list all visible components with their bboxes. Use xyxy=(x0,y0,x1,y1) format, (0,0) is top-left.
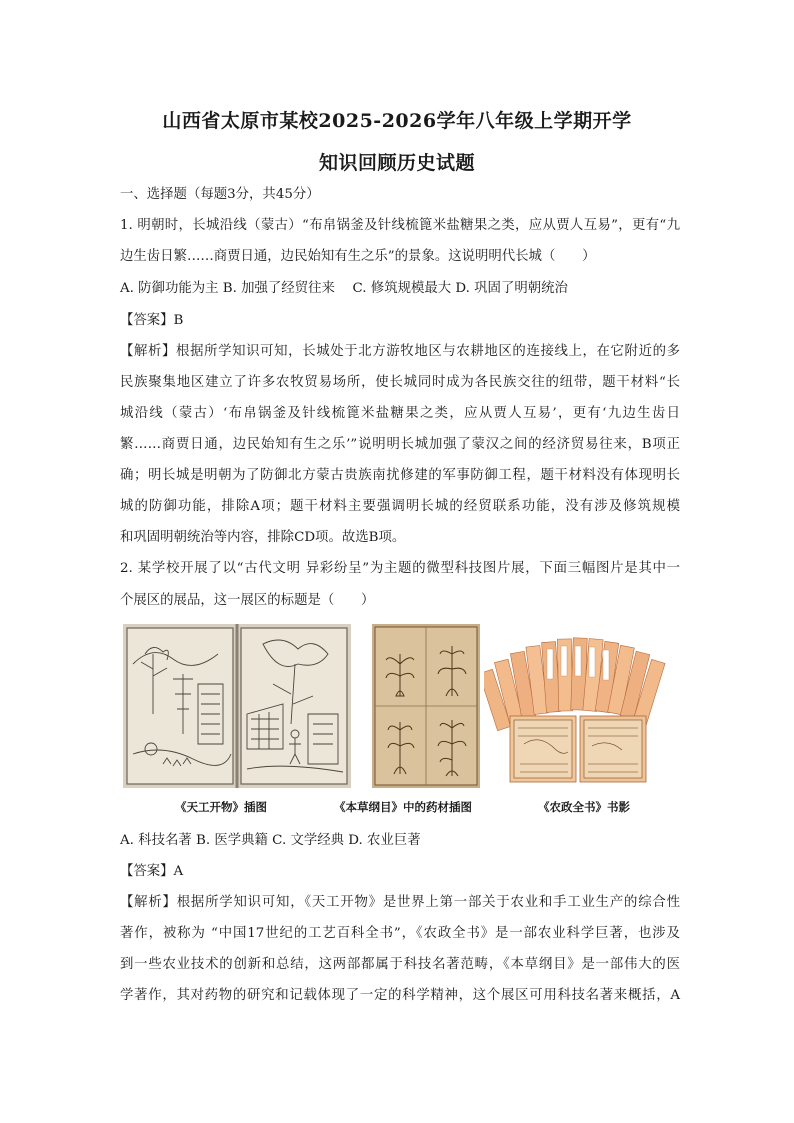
q1-stem-line: 1. 明朝时，长城沿线（蒙古）“布帛锅釜及针线梳篦米盐糖果之类，应从贾人互易”，更有“九 xyxy=(120,218,680,233)
q2-stem-line: 个展区的展品，这一展区的标题是（ ） xyxy=(120,593,375,608)
figure-caption-tiangong: 《天工开物》插图 xyxy=(175,800,267,814)
q2-answer: 【答案】A xyxy=(120,864,184,879)
q1-analysis-line: 城的防御功能，排除A项；题干材料主要强调明长城的经贸联系功能，没有涉及修筑规模 xyxy=(120,499,680,514)
q1-stem-line: 边生齿日繁……商贾日通，边民始知有生之乐”的景象。这说明明代长城（ ） xyxy=(120,249,596,264)
q1-analysis-line: 和巩固明朝统治等内容，排除CD项。故选B项。 xyxy=(120,530,406,545)
q2-analysis-line: 著作，被称为 “中国17世纪的工艺百科全书”，《农政全书》是一部农业科学巨著，也涉及 xyxy=(120,926,680,941)
q1-answer: 【答案】B xyxy=(120,313,184,328)
bencao-gangmu-herb-illustration xyxy=(372,624,480,788)
section-heading: 一、选择题（每题3分，共45分） xyxy=(120,187,320,202)
q1-analysis-line: 【解析】根据所学知识可知，长城处于北方游牧地区与农耕地区的连接线上，在它附近的多 xyxy=(120,344,680,359)
q2-options: A. 科技名著 B. 医学典籍 C. 文学经典 D. 农业巨著 xyxy=(120,833,421,848)
q1-analysis-line: 民族聚集地区建立了许多农牧贸易场所，使长城同时成为各民族交往的纽带，题干材料“长 xyxy=(120,375,680,390)
q1-analysis-line: 繁……商贾日通，边民始知有生之乐’”说明明长城加强了蒙汉之间的经济贸易往来，B项正 xyxy=(120,437,680,452)
q1-analysis-line: 城沿线（蒙古）‘布帛锅釜及针线梳篦米盐糖果之类，应从贾人互易’，更有‘九边生齿日 xyxy=(120,406,680,421)
q2-analysis-line: 到一些农业技术的创新和总结，这两部都属于科技名著范畴，《本草纲目》是一部伟大的医 xyxy=(120,957,680,972)
nongzheng-quanshu-books xyxy=(484,624,672,788)
q2-analysis-line: 【解析】根据所学知识可知，《天工开物》是世界上第一部关于农业和手工业生产的综合性 xyxy=(120,895,680,910)
q2-stem-line: 2. 某学校开展了以“古代文明 异彩纷呈”为主题的微型科技图片展，下面三幅图片是其中一 xyxy=(120,561,680,576)
q2-analysis-line: 学著作，其对药物的研究和记载体现了一定的科学精神，这个展区可用科技名著来概括，A xyxy=(120,988,680,1003)
tiangong-kaiwu-illustration xyxy=(123,624,351,788)
page-title: 山西省太原市某校2025-2026学年八年级上学期开学 xyxy=(162,110,632,132)
q1-analysis-line: 确；明长城是明朝为了防御北方蒙古贵族南扰修建的军事防御工程，题干材料没有体现明长 xyxy=(120,468,680,483)
figure-caption-nongzheng: 《农政全书》书影 xyxy=(538,800,630,814)
figure-caption-bencao: 《本草纲目》中的药材插图 xyxy=(334,800,472,814)
q1-options: A. 防御功能为主 B. 加强了经贸往来 C. 修筑规模最大 D. 巩固了明朝统治 xyxy=(120,281,568,296)
page-subtitle: 知识回顾历史试题 xyxy=(318,152,475,174)
